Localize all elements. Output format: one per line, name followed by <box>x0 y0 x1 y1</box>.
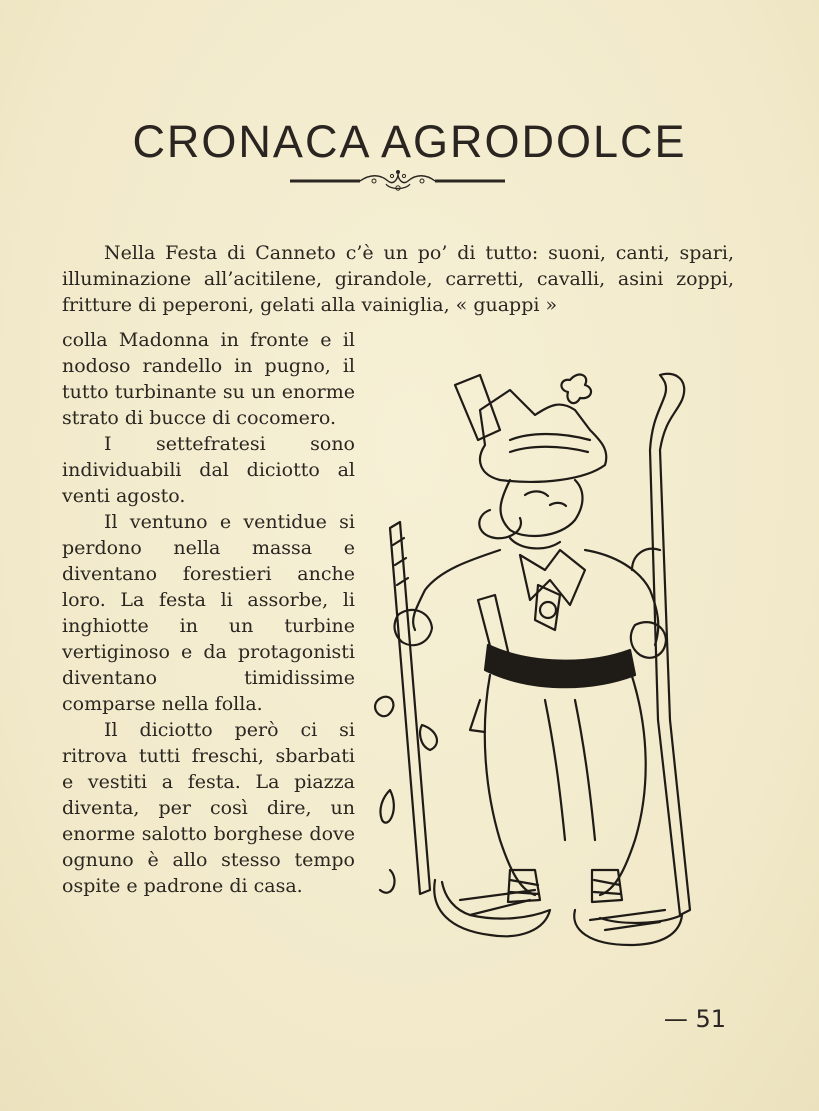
decorative-divider-icon <box>290 166 505 196</box>
peasant-caricature-icon <box>360 370 720 960</box>
text-column <box>62 327 355 899</box>
paragraph-continuation: colla Madonna in fronte e il nodoso randello in pugno, il tutto turbinante su un enorme strato di bucce di cocomero. <box>62 329 355 429</box>
paragraph: Il ventuno e ventidue si perdono nella massa e diventano forestieri anche loro. La festa li assorbe, li inghiotte in un turbine vertiginoso e da protagonisti diventano timidissime comparse nella folla. <box>62 511 355 715</box>
intro-paragraph: Nella Festa di Canneto c’è un po’ di tutto: suoni, canti, spari, illuminazione all’acitilene, girandole, carretti, cavalli, asini zoppi, fritture di peperoni, gelati alla vainiglia, « guappi » <box>62 242 734 316</box>
page-number: — 51 <box>663 1005 726 1033</box>
paragraph: Il diciotto però ci si ritrova tutti freschi, sbarbati e vestiti a festa. La piazza diventa, per così dire, un enorme salotto borghese dove ognuno è allo stesso tempo ospite e padrone di casa. <box>62 719 355 897</box>
page-title: CRONACA AGRODOLCE <box>132 116 687 168</box>
paragraph: I settefratesi sono individuabili dal diciotto al venti agosto. <box>62 433 355 507</box>
